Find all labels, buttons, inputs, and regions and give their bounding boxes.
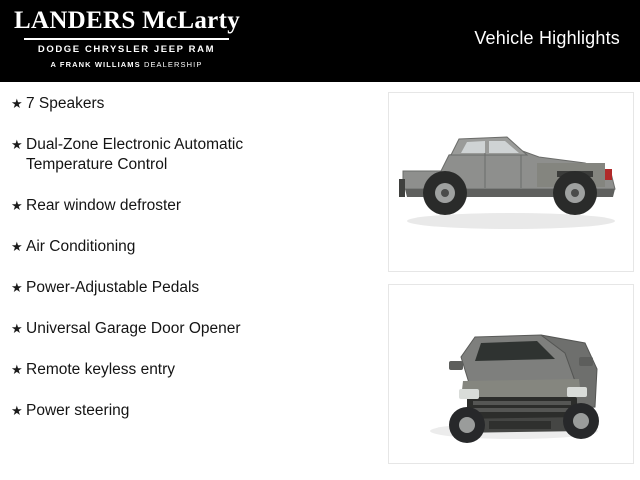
feature-label: 7 Speakers — [26, 95, 105, 112]
page-content — [0, 82, 640, 480]
brand-subtitle: DODGE CHRYSLER JEEP RAM — [37, 44, 216, 55]
list-item — [8, 319, 378, 339]
star-icon: ★ — [11, 280, 23, 295]
star-icon: ★ — [11, 137, 23, 152]
truck-side-illustration — [389, 93, 633, 271]
list-item — [8, 135, 378, 175]
list-item — [8, 278, 378, 298]
list-item — [8, 401, 378, 421]
feature-label: Remote keyless entry — [26, 361, 176, 378]
star-icon: ★ — [11, 403, 23, 418]
feature-label: Air Conditioning — [26, 238, 136, 255]
star-icon: ★ — [11, 198, 23, 213]
logo-divider — [24, 38, 229, 40]
list-item — [8, 94, 378, 114]
list-item — [8, 196, 378, 216]
dealership-logo — [14, 7, 239, 71]
truck-side-profile-photo[interactable] — [388, 92, 634, 272]
brand-name: LANDERS McLarty — [14, 7, 241, 34]
feature-label: Power steering — [26, 402, 130, 419]
star-icon: ★ — [11, 362, 23, 377]
vehicle-features-list — [8, 94, 378, 421]
page-header — [0, 0, 640, 82]
truck-front-three-quarter-photo[interactable] — [388, 284, 634, 464]
list-item — [8, 237, 378, 257]
page-title: Vehicle Highlights — [474, 28, 620, 48]
list-item — [8, 360, 378, 380]
brand-tagline — [14, 59, 239, 71]
star-icon: ★ — [11, 96, 23, 111]
brand-tagline-thin: DEALERSHIP — [143, 60, 203, 69]
brand-tagline-bold: A FRANK WILLIAMS — [50, 60, 141, 69]
feature-label: Dual-Zone Electronic Automatic Temperature Control — [26, 136, 244, 173]
star-icon: ★ — [11, 239, 23, 254]
feature-label: Universal Garage Door Opener — [26, 320, 241, 337]
feature-label: Rear window defroster — [26, 197, 182, 214]
feature-label: Power-Adjustable Pedals — [26, 279, 200, 296]
star-icon: ★ — [11, 321, 23, 336]
truck-front-illustration — [389, 285, 633, 463]
